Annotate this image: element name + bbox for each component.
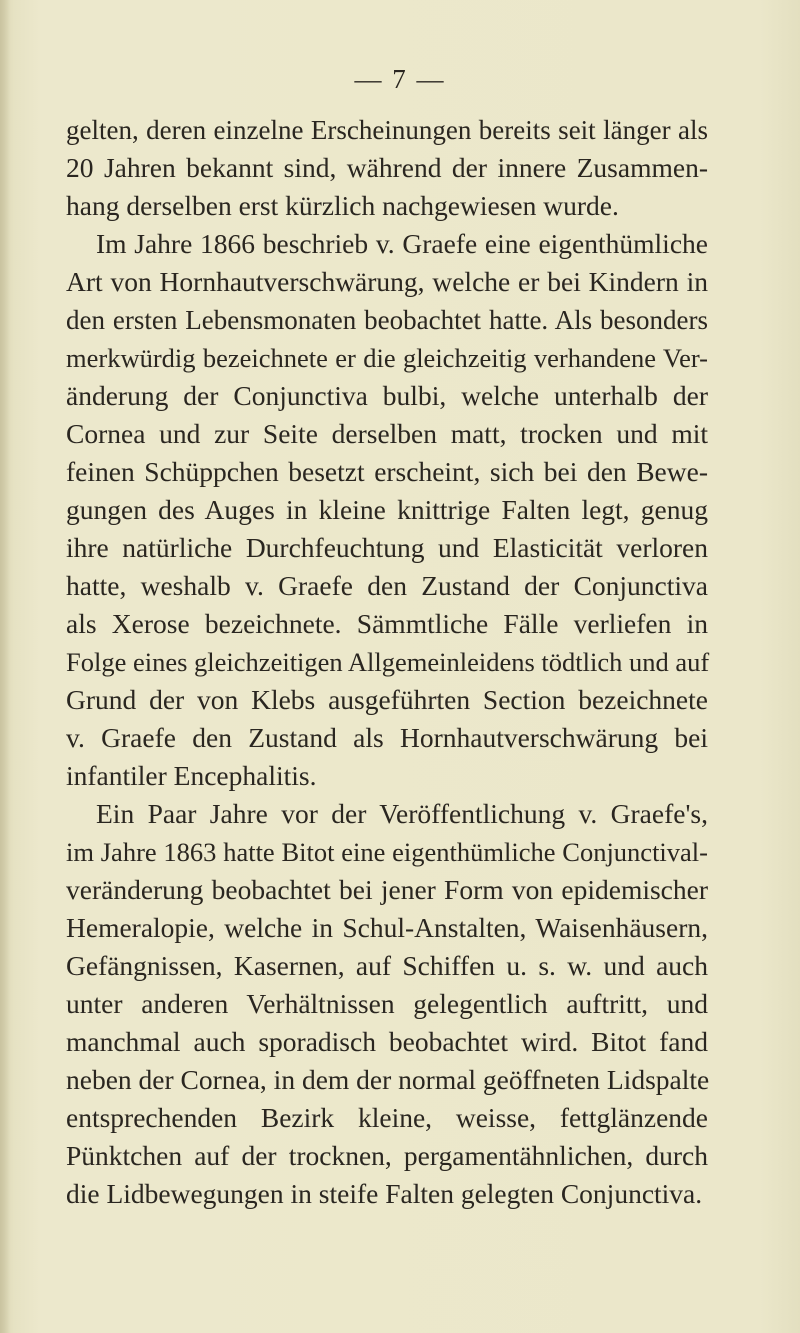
text-line: als Xerose bezeichnete. Sämmtliche Fälle verliefen in [66,608,708,639]
text-line: Folge eines gleichzeitigen Allgemeinleidens tödtlich und auf [66,647,710,677]
text-line: Ein Paar Jahre vor der Veröffentlichung v. Graefe's, [96,798,708,829]
text-line: hang derselben erst kürzlich nachgewiesen wurde. [66,190,619,221]
text-line: Im Jahre 1866 beschrieb v. Graefe eine eigenthümliche [96,228,708,259]
page-binding-shadow [0,0,10,1333]
text-line: neben der Cornea, in dem der normal geöffneten Lidspalte [66,1064,710,1095]
text-line: Hemeralopie, welche in Schul-Anstalten, Waisenhäusern, [66,912,708,943]
text-line: Cornea und zur Seite derselben matt, trocken und mit [66,418,708,449]
text-line: Grund der von Klebs ausgeführten Section bezeichnete [66,684,708,715]
text-line: entsprechenden Bezirk kleine, weisse, fettglänzende [66,1102,708,1133]
text-line: Art von Hornhautverschwärung, welche er bei Kindern in [66,266,708,297]
text-line: v. Graefe den Zustand als Hornhautverschwärung bei [66,722,708,753]
text-line: den ersten Lebensmonaten beobachtet hatte. Als besonders [66,305,708,335]
text-line: hatte, weshalb v. Graefe den Zustand der Conjunctiva [66,570,708,601]
page-number: — 7 — [354,64,446,94]
text-line: Pünktchen auf der trocknen, pergamentähnlichen, durch [66,1140,708,1171]
text-line: gelten, deren einzelne Erscheinungen bereits seit länger als [66,115,708,145]
text-line: änderung der Conjunctiva bulbi, welche unterhalb der [66,380,708,411]
text-line: merkwürdig bezeichnete er die gleichzeitig verhandene Ver- [66,343,708,373]
text-line: manchmal auch sporadisch beobachtet wird. Bitot fand [66,1026,708,1057]
text-line: infantiler Encephalitis. [66,760,317,791]
text-line: Gefängnissen, Kasernen, auf Schiffen u. s. w. und auch [66,950,708,981]
text-line: gungen des Auges in kleine knittrige Falten legt, genug [66,494,708,525]
text-line: im Jahre 1863 hatte Bitot eine eigenthümliche Conjunctival- [66,837,708,867]
text-line: unter anderen Verhältnissen gelegentlich auftritt, und [66,988,708,1019]
text-line: veränderung beobachtet bei jener Form von epidemischer [66,874,708,905]
text-line: feinen Schüppchen besetzt erscheint, sich bei den Bewe- [66,456,708,487]
text-line: die Lidbewegungen in steife Falten gelegten Conjunctiva. [66,1178,703,1209]
text-line: 20 Jahren bekannt sind, während der innere Zusammen- [66,152,708,183]
text-line: ihre natürliche Durchfeuchtung und Elasticität verloren [66,532,708,563]
